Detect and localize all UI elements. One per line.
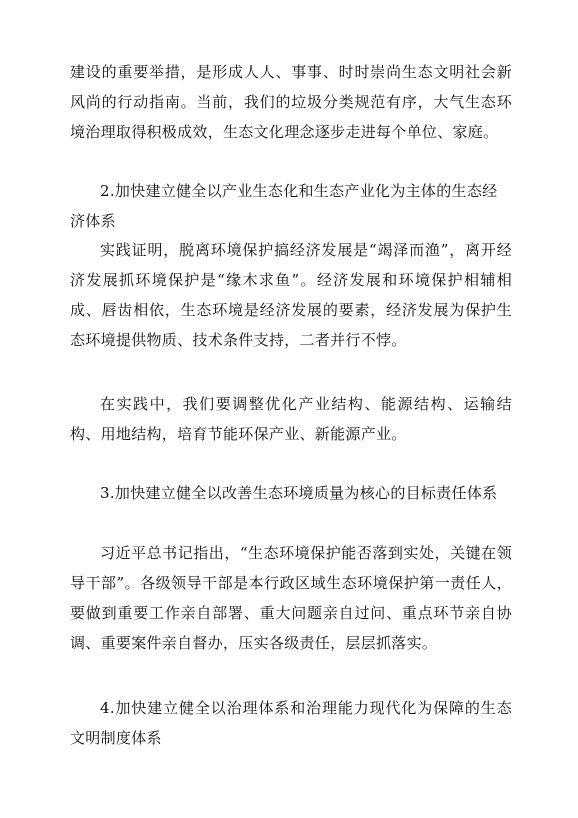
body-paragraph: 在实践中，我们要调整优化产业结构、能源结构、运输结构、用地结构，培育节能环保产业、新能源产业。 [70, 395, 512, 443]
body-paragraph: 实践证明，脱离环境保护搞经济发展是“竭泽而渔”，离开经济发展抓环境保护是“缘木求鱼”。经济发展和环境保护相辅相成、唇齿相依，生态环境是经济发展的要素，经济发展为保护生态环境提供物质、技术条件支持，二者并行不悖。 [70, 241, 512, 349]
body-paragraph: 建设的重要举措，是形成人人、事事、时时崇尚生态文明社会新风尚的行动指南。当前，我们的垃圾分类规范有序，大气生态环境治理取得积极成效，生态文化理念逐步走进每个单位、家庭。 [70, 63, 512, 141]
section-heading-2: 2.加快建立健全以产业生态化和生态产业化为主体的生态经济体系 [70, 182, 498, 230]
section-heading-3: 3.加快建立健全以改善生态环境质量为核心的目标责任体系 [100, 484, 498, 502]
body-paragraph: 习近平总书记指出，“生态环境保护能否落到实处，关键在领导干部”。各级领导干部是本行政区域生态环境保护第一责任人，要做到重要工作亲自部署、重大问题亲自过问、重点环节亲自协调、重要案件亲自督办，压实各级责任，层层抓落实。 [70, 544, 512, 652]
section-heading-4: 4.加快建立健全以治理体系和治理能力现代化为保障的生态文明制度体系 [70, 699, 512, 747]
